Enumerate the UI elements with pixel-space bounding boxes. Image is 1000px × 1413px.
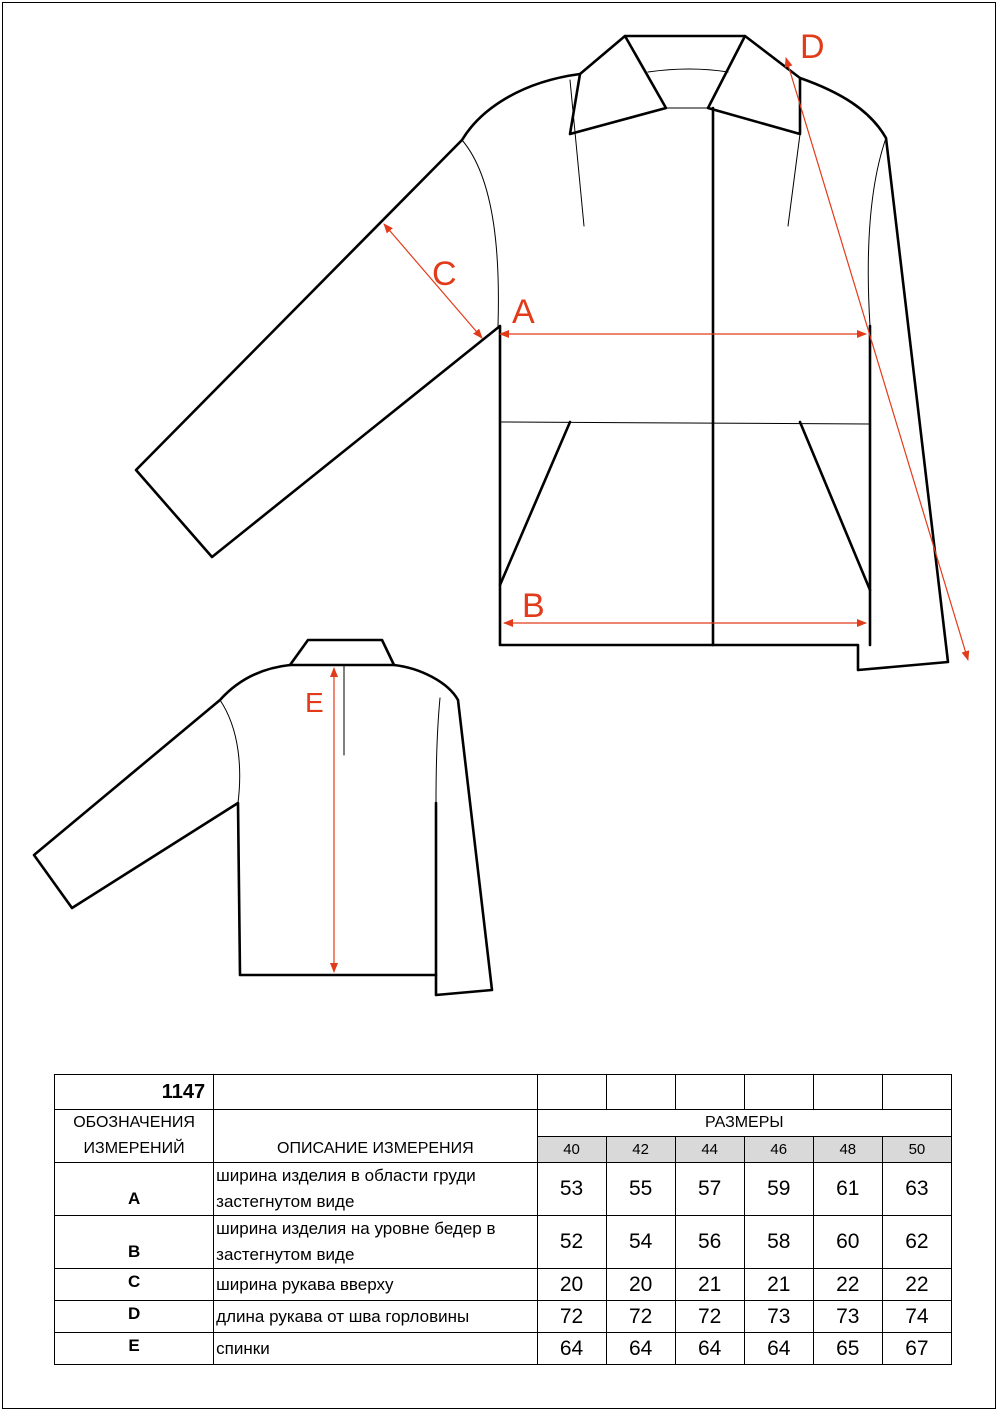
front-pocket-right <box>800 422 870 590</box>
table-row <box>55 1333 952 1365</box>
size-cell: 44 <box>675 1136 744 1163</box>
description-header: ОПИСАНИЕ ИЗМЕРЕНИЯ <box>214 1110 537 1163</box>
measure-value: 61 <box>813 1163 882 1216</box>
front-yoke-right <box>788 134 800 226</box>
front-measures <box>384 58 968 660</box>
measure-value: 59 <box>744 1163 813 1216</box>
measure-value: 73 <box>744 1301 813 1333</box>
article-number: 1147 <box>55 1075 214 1110</box>
label-a: A <box>512 293 535 331</box>
label-c: C <box>432 255 457 293</box>
back-collar <box>290 640 394 665</box>
back-view <box>34 640 492 995</box>
blank-cell <box>214 1075 537 1110</box>
front-band-line <box>500 422 870 424</box>
measure-code: E <box>55 1333 214 1365</box>
size-cell: 48 <box>813 1136 882 1163</box>
measure-description: ширина изделия в области груди застегнутом виде <box>214 1163 537 1216</box>
front-armhole-left <box>462 140 498 326</box>
size-cell: 50 <box>882 1136 951 1163</box>
front-pocket-left <box>500 422 570 585</box>
measure-description: ширина изделия на уровне бедер в застегнутом виде <box>214 1216 537 1269</box>
measure-value: 21 <box>675 1269 744 1301</box>
measure-d-arrow <box>786 58 968 660</box>
measure-value: 64 <box>537 1333 606 1365</box>
size-cell: 46 <box>744 1136 813 1163</box>
front-yoke-left <box>570 80 584 226</box>
table-row <box>55 1301 952 1333</box>
front-view <box>136 36 948 670</box>
measure-description: длина рукава от шва горловины <box>214 1301 537 1333</box>
front-collar-inner <box>648 69 728 72</box>
measure-description: ширина рукава вверху <box>214 1269 537 1301</box>
front-collar <box>570 36 800 134</box>
measure-value: 52 <box>537 1216 606 1269</box>
measure-value: 57 <box>675 1163 744 1216</box>
label-b: B <box>522 587 545 625</box>
label-e: E <box>305 687 324 718</box>
size-cell: 40 <box>537 1136 606 1163</box>
code-header: ОБОЗНАЧЕНИЯ ИЗМЕРЕНИЙ <box>55 1110 214 1163</box>
measure-value: 53 <box>537 1163 606 1216</box>
measure-value: 63 <box>882 1163 951 1216</box>
measure-value: 72 <box>606 1301 675 1333</box>
table-row <box>55 1269 952 1301</box>
measure-value: 20 <box>537 1269 606 1301</box>
measure-value: 21 <box>744 1269 813 1301</box>
measure-value: 64 <box>675 1333 744 1365</box>
measure-value: 72 <box>537 1301 606 1333</box>
sizes-header: РАЗМЕРЫ <box>537 1110 951 1137</box>
measure-value: 22 <box>882 1269 951 1301</box>
front-outline <box>136 74 948 670</box>
measure-value: 58 <box>744 1216 813 1269</box>
label-d: D <box>800 28 825 66</box>
measure-description: спинки <box>214 1333 537 1365</box>
back-armhole-right <box>436 698 440 803</box>
article-row <box>55 1075 952 1110</box>
measure-value: 56 <box>675 1216 744 1269</box>
measure-code: D <box>55 1301 214 1333</box>
header-row <box>55 1110 952 1137</box>
front-armhole-right <box>868 138 886 326</box>
measure-value: 72 <box>675 1301 744 1333</box>
measure-value: 67 <box>882 1333 951 1365</box>
table-row <box>55 1216 952 1269</box>
back-armhole-left <box>220 700 240 803</box>
measure-value: 60 <box>813 1216 882 1269</box>
measure-value: 73 <box>813 1301 882 1333</box>
measure-value: 74 <box>882 1301 951 1333</box>
measure-code: B <box>55 1216 214 1269</box>
measure-value: 55 <box>606 1163 675 1216</box>
table-row <box>55 1163 952 1216</box>
measure-value: 65 <box>813 1333 882 1365</box>
measure-value: 22 <box>813 1269 882 1301</box>
size-cell: 42 <box>606 1136 675 1163</box>
back-outline <box>34 665 492 995</box>
measure-value: 54 <box>606 1216 675 1269</box>
measure-value: 62 <box>882 1216 951 1269</box>
measure-value: 20 <box>606 1269 675 1301</box>
measure-code: A <box>55 1163 214 1216</box>
measure-code: C <box>55 1269 214 1301</box>
size-chart-table <box>54 1074 952 1365</box>
measure-value: 64 <box>744 1333 813 1365</box>
measure-value: 64 <box>606 1333 675 1365</box>
